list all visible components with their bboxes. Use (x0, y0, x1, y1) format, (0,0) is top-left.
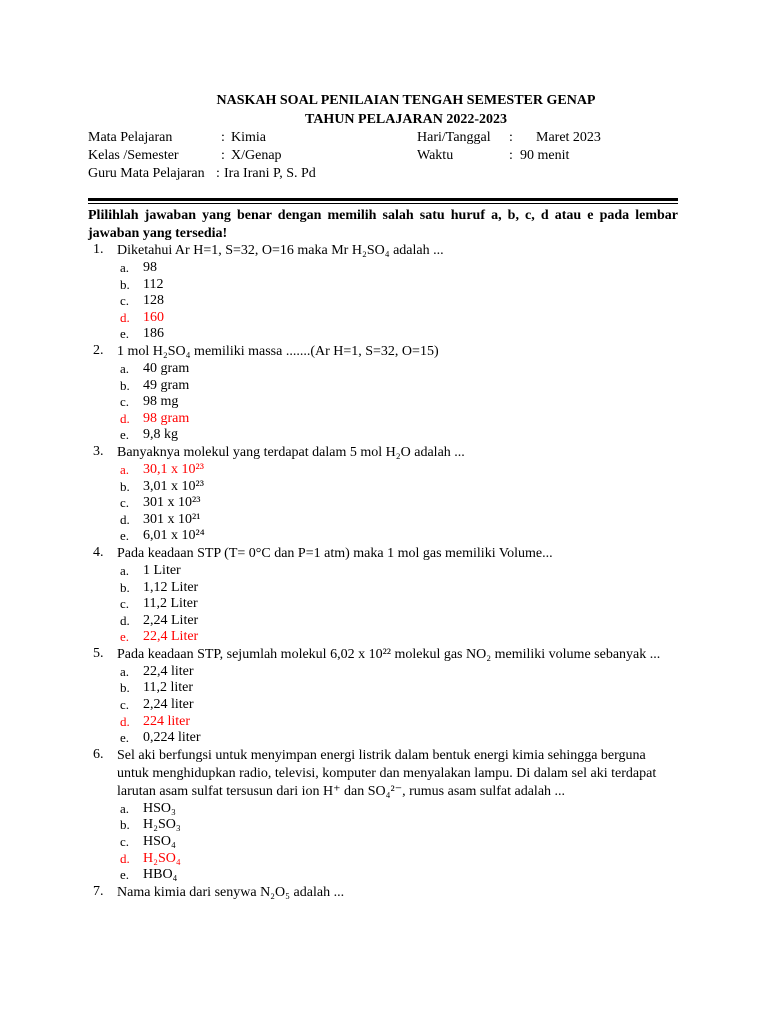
question-text: Pada keadaan STP (T= 0°C dan P=1 atm) maka 1 mol gas memiliki Volume... (117, 545, 553, 561)
option-list (93, 664, 678, 747)
option-letter: e. (120, 326, 130, 342)
option-d (93, 512, 678, 529)
question-text: Banyaknya molekul yang terdapat dalam 5 mol H₂O adalah ... (117, 444, 465, 460)
option-value: HSO₄ (143, 834, 176, 850)
colon: : (216, 166, 220, 181)
option-value: 22,4 liter (143, 663, 194, 679)
option-b (93, 277, 678, 294)
option-letter: d. (120, 511, 130, 527)
option-letter: b. (120, 276, 130, 292)
question-number: 1. (93, 242, 104, 257)
option-letter: c. (120, 596, 130, 612)
option-value: 11,2 Liter (143, 596, 198, 612)
question-2 (93, 343, 678, 444)
option-letter: a. (120, 260, 130, 275)
option-a (93, 563, 678, 580)
instructions: Plilihlah jawaban yang benar dengan memilih salah satu huruf a, b, c, d atau e pada lembar jawaban yang tersedia! (88, 208, 678, 241)
option-value: 0,224 liter (143, 730, 201, 746)
exam-info (88, 130, 688, 184)
option-letter: c. (120, 293, 130, 309)
option-value: 2,24 Liter (143, 612, 199, 628)
option-letter: e. (120, 730, 130, 746)
option-letter: e. (120, 528, 130, 544)
option-value: 301 x 10²³ (143, 495, 201, 511)
option-b (93, 680, 678, 697)
teacher-value: Ira Irani P, S. Pd (224, 166, 316, 181)
question-number: 5. (93, 645, 104, 661)
colon: : (221, 148, 225, 163)
option-e (93, 528, 678, 545)
option-b (93, 378, 678, 395)
option-list (93, 563, 678, 646)
option-letter: d. (120, 713, 130, 729)
divider-thin (88, 203, 678, 204)
option-b (93, 580, 678, 597)
option-d (93, 851, 678, 868)
question-number: 3. (93, 443, 104, 459)
option-letter: b. (120, 478, 130, 494)
option-value: 301 x 10²¹ (143, 511, 201, 527)
question-4 (93, 545, 678, 646)
question-text: Nama kimia dari senywa N₂O₅ adalah ... (117, 884, 345, 900)
option-value: HBO₄ (143, 867, 178, 883)
option-list (93, 361, 678, 444)
option-value: 49 gram (143, 377, 190, 393)
option-e (93, 326, 678, 343)
question-text: Sel aki berfungsi untuk menyimpan energi listrik dalam bentuk energi kimia sehingga berguna untuk menghidupkan radio, televisi, komputer dan menyalakan lampu. Di dalam sel aki terdapat larutan asam sulfat tersusun dari ion H⁺ dan SO₄²⁻, rumus asam sulfat adalah ... (117, 747, 657, 799)
option-letter: b. (120, 579, 130, 595)
option-value: 128 (143, 293, 164, 309)
option-e (93, 427, 678, 444)
option-value: 98 (143, 260, 157, 275)
option-letter: b. (120, 680, 130, 696)
question-number: 6. (93, 746, 104, 762)
question-5 (93, 646, 678, 747)
subject-value: Kimia (231, 130, 266, 145)
option-e (93, 730, 678, 747)
option-value: 112 (143, 276, 164, 292)
option-c (93, 834, 678, 851)
option-letter: c. (120, 394, 130, 410)
option-list (93, 260, 678, 343)
question-text: 1 mol H₂SO₄ memiliki massa .......(Ar H=1, S=32, O=15) (117, 343, 439, 359)
option-list (93, 462, 678, 545)
info-row-teacher (88, 166, 688, 184)
question-list (93, 242, 678, 902)
date-value: Maret 2023 (536, 130, 601, 145)
option-c (93, 394, 678, 411)
option-a (93, 664, 678, 681)
question-1 (93, 242, 678, 343)
divider-thick (88, 198, 678, 201)
option-c (93, 293, 678, 310)
option-letter: b. (120, 377, 130, 393)
option-b (93, 817, 678, 834)
question-number: 7. (93, 883, 104, 899)
option-value: 224 liter (143, 713, 191, 729)
option-value: H₂SO₃ (143, 817, 181, 833)
option-value: 30,1 x 10²³ (143, 461, 204, 477)
exam-year: TAHUN PELAJARAN 2022-2023 (305, 112, 507, 127)
option-letter: a. (120, 562, 130, 578)
option-value: 40 gram (143, 360, 190, 376)
option-a (93, 361, 678, 378)
option-letter: e. (120, 629, 130, 645)
option-value: HSO₃ (143, 800, 176, 816)
option-value: 186 (143, 326, 164, 342)
option-value: 160 (143, 309, 164, 325)
option-value: 98 mg (143, 394, 179, 410)
option-letter: c. (120, 697, 130, 713)
option-d (93, 411, 678, 428)
option-letter: d. (120, 309, 130, 325)
colon: : (509, 130, 513, 145)
option-a (93, 462, 678, 479)
option-letter: a. (120, 461, 130, 477)
question-text: Pada keadaan STP, sejumlah molekul 6,02 x 10²² molekul gas NO₂ memiliki volume sebanyak ... (117, 646, 661, 662)
option-letter: c. (120, 495, 130, 511)
teacher-label: Guru Mata Pelajaran (88, 166, 205, 181)
question-number: 2. (93, 342, 104, 358)
option-b (93, 479, 678, 496)
option-list (93, 801, 678, 884)
option-value: 9,8 kg (143, 427, 178, 443)
time-label: Waktu (417, 148, 454, 163)
class-label: Kelas /Semester (88, 148, 179, 163)
option-value: 98 gram (143, 410, 190, 426)
option-a (93, 801, 678, 818)
info-row-class (88, 148, 688, 166)
question-6 (93, 747, 678, 884)
colon: : (221, 130, 225, 145)
option-value: 11,2 liter (143, 680, 194, 696)
option-letter: a. (120, 800, 130, 816)
date-label: Hari/Tanggal (417, 130, 491, 145)
question-7 (93, 884, 678, 902)
option-c (93, 495, 678, 512)
option-d (93, 613, 678, 630)
option-value: 6,01 x 10²⁴ (143, 528, 205, 544)
option-letter: d. (120, 410, 130, 426)
option-value: H₂SO₄ (143, 850, 181, 866)
option-c (93, 596, 678, 613)
class-value: X/Genap (231, 148, 282, 163)
exam-title: NASKAH SOAL PENILAIAN TENGAH SEMESTER GENAP (216, 93, 596, 108)
option-e (93, 867, 678, 884)
question-text: Diketahui Ar H=1, S=32, O=16 maka Mr H₂SO₄ adalah ... (117, 243, 444, 258)
option-value: 1 Liter (143, 562, 181, 578)
option-letter: b. (120, 817, 130, 833)
option-c (93, 697, 678, 714)
subject-label: Mata Pelajaran (88, 130, 173, 145)
option-value: 2,24 liter (143, 697, 194, 713)
option-a (93, 260, 678, 277)
option-letter: a. (120, 360, 130, 376)
option-letter: c. (120, 834, 130, 850)
option-letter: e. (120, 867, 130, 883)
question-number: 4. (93, 544, 104, 560)
option-letter: d. (120, 612, 130, 628)
option-value: 22,4 Liter (143, 629, 199, 645)
info-row-subject (88, 130, 688, 148)
colon: : (509, 148, 513, 163)
time-value: 90 menit (520, 148, 570, 163)
option-d (93, 310, 678, 327)
option-value: 3,01 x 10²³ (143, 478, 204, 494)
option-d (93, 714, 678, 731)
question-3 (93, 444, 678, 545)
option-e (93, 629, 678, 646)
option-letter: e. (120, 427, 130, 443)
option-value: 1,12 Liter (143, 579, 199, 595)
option-letter: d. (120, 850, 130, 866)
option-letter: a. (120, 663, 130, 679)
